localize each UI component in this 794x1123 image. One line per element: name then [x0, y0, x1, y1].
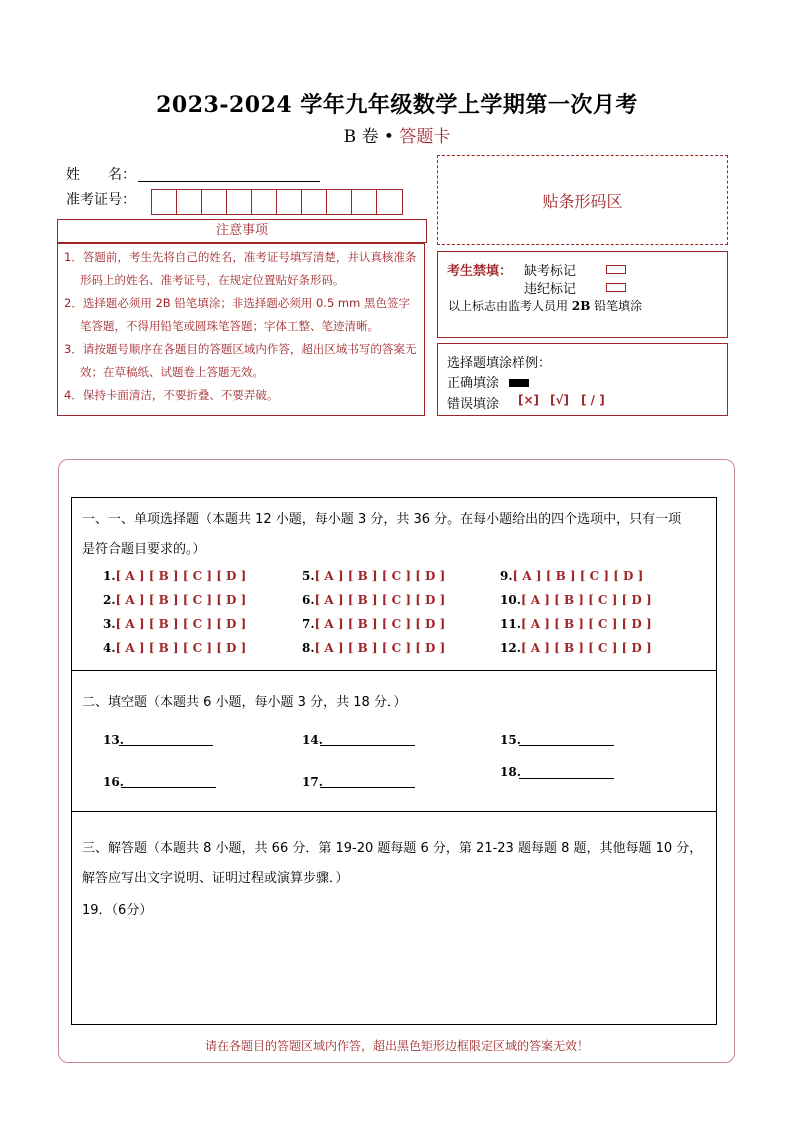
choice-row[interactable]: 2.[ A ] [ B ] [ C ] [ D ] [103, 593, 247, 607]
exam-id-cell[interactable] [302, 190, 327, 214]
exam-id-cell[interactable] [152, 190, 177, 214]
exam-id-cell[interactable] [252, 190, 277, 214]
exam-id-cell[interactable] [277, 190, 302, 214]
proctor-note-suffix: 铅笔填涂 [594, 299, 643, 313]
absent-label: 缺考标记 [524, 264, 577, 279]
section-divider [71, 670, 717, 671]
blank-answer-line[interactable] [519, 778, 614, 779]
blank-answer-line[interactable] [519, 745, 614, 746]
section2-instructions: 二、填空题（本题共 6 小题，每小题 3 分，共 18 分．） [82, 695, 407, 710]
wrong-fill-mark-2: [√] [550, 393, 569, 407]
section-divider [71, 811, 717, 812]
blank-answer-line[interactable] [320, 787, 415, 788]
blank-answer-line[interactable] [119, 745, 213, 746]
notice-item-2: 2．选择题必须用 2B 铅笔填涂；非选择题必须用 0.5 mm 黑色签字笔答题，不得用铅笔或圆珠笔答题；字体工整、笔迹清晰。 [64, 296, 410, 333]
correct-fill-label: 正确填涂 [447, 376, 500, 391]
question-19-label: 19．（6分） [82, 903, 153, 918]
blank-answer-line[interactable] [320, 745, 415, 746]
choice-row[interactable]: 9.[ A ] [ B ] [ C ] [ D ] [500, 569, 644, 583]
exam-id-cell[interactable] [177, 190, 202, 214]
violation-label: 违纪标记 [524, 282, 577, 297]
subtitle-volume: B 卷 • [343, 127, 394, 147]
notice-item-1: 1．答题前，考生先将自己的姓名，准考证号填写清楚，并认真核准条形码上的姓名、准考证号，在规定位置贴好条形码。 [64, 250, 417, 287]
proctor-box [437, 251, 728, 338]
notice-item-4: 4．保持卡面清洁，不要折叠、不要弄破。 [64, 388, 279, 402]
exam-id-cell[interactable] [327, 190, 352, 214]
choice-row[interactable]: 1.[ A ] [ B ] [ C ] [ D ] [103, 569, 247, 583]
violation-mark[interactable] [606, 283, 626, 292]
notice-item-3: 3．请按题号顺序在各题目的答题区域内作答，超出区域书写的答案无效；在草稿纸、试题卷上答题无效。 [64, 342, 417, 379]
notice-body [57, 243, 425, 416]
absent-mark[interactable] [606, 265, 626, 274]
fill-sample-box [437, 343, 728, 416]
blank-number: 17. [302, 775, 323, 789]
exam-id-cell[interactable] [202, 190, 227, 214]
blank-number: 16. [103, 775, 124, 789]
choice-row[interactable]: 8.[ A ] [ B ] [ C ] [ D ] [302, 641, 446, 655]
blank-number: 18. [500, 765, 521, 779]
choice-row[interactable]: 3.[ A ] [ B ] [ C ] [ D ] [103, 617, 247, 631]
name-field[interactable] [138, 181, 320, 182]
choice-row[interactable]: 12.[ A ] [ B ] [ C ] [ D ] [500, 641, 652, 655]
proctor-note-text: 以上标志由监考人员用 [448, 299, 569, 313]
exam-id-cell[interactable] [352, 190, 377, 214]
subtitle-card: 答题卡 [399, 127, 451, 147]
fill-sample-title: 选择题填涂样例： [447, 356, 552, 371]
exam-id-cell[interactable] [227, 190, 252, 214]
proctor-note-pencil: 2B [571, 299, 591, 313]
wrong-fill-mark-3: [ / ] [581, 393, 605, 407]
barcode-label: 贴条形码区 [542, 191, 623, 211]
name-label: 姓 名： [66, 167, 136, 183]
page-subtitle [0, 122, 794, 147]
choice-row[interactable]: 6.[ A ] [ B ] [ C ] [ D ] [302, 593, 446, 607]
choice-row[interactable]: 5.[ A ] [ B ] [ C ] [ D ] [302, 569, 446, 583]
exam-id-cell[interactable] [377, 190, 402, 214]
exam-id-boxes[interactable] [151, 189, 403, 215]
choice-row[interactable]: 4.[ A ] [ B ] [ C ] [ D ] [103, 641, 247, 655]
choice-row[interactable]: 7.[ A ] [ B ] [ C ] [ D ] [302, 617, 446, 631]
footer-warning: 请在各题目的答题区域内作答，超出黑色矩形边框限定区域的答案无效！ [204, 1039, 589, 1053]
barcode-area [437, 155, 728, 245]
blank-number: 13. [103, 733, 124, 747]
proctor-note [448, 297, 642, 314]
wrong-fill-label: 错误填涂 [447, 397, 500, 412]
correct-fill-mark [509, 379, 529, 387]
choice-row[interactable]: 10.[ A ] [ B ] [ C ] [ D ] [500, 593, 652, 607]
page-title: 2023-2024 学年九年级数学上学期第一次月考 [156, 92, 638, 118]
exam-id-label: 准考证号： [66, 192, 136, 208]
section3-instructions-line1: 三、解答题（本题共 8 小题，共 66 分．第 19-20 题每题 6 分，第 21-23 题每题 8 题，其他每题 10 分， [82, 841, 703, 856]
wrong-fill-mark-1: [×] [518, 393, 540, 407]
notice-title: 注意事项 [57, 219, 427, 243]
section1-instructions-line1: 一、一、单项选择题（本题共 12 小题，每小题 3 分，共 36 分。在每小题给出的四个选项中，只有一项 [82, 512, 682, 527]
blank-number: 14. [302, 733, 323, 747]
blank-number: 15. [500, 733, 521, 747]
blank-answer-line[interactable] [121, 787, 216, 788]
section1-instructions-line2: 是符合题目要求的。） [82, 542, 206, 557]
proctor-label: 考生禁填： [447, 264, 513, 279]
section3-instructions-line2: 解答应写出文字说明、证明过程或演算步骤．） [82, 871, 349, 886]
question-19-answer-area[interactable] [80, 925, 708, 1017]
choice-row[interactable]: 11.[ A ] [ B ] [ C ] [ D ] [500, 617, 652, 631]
